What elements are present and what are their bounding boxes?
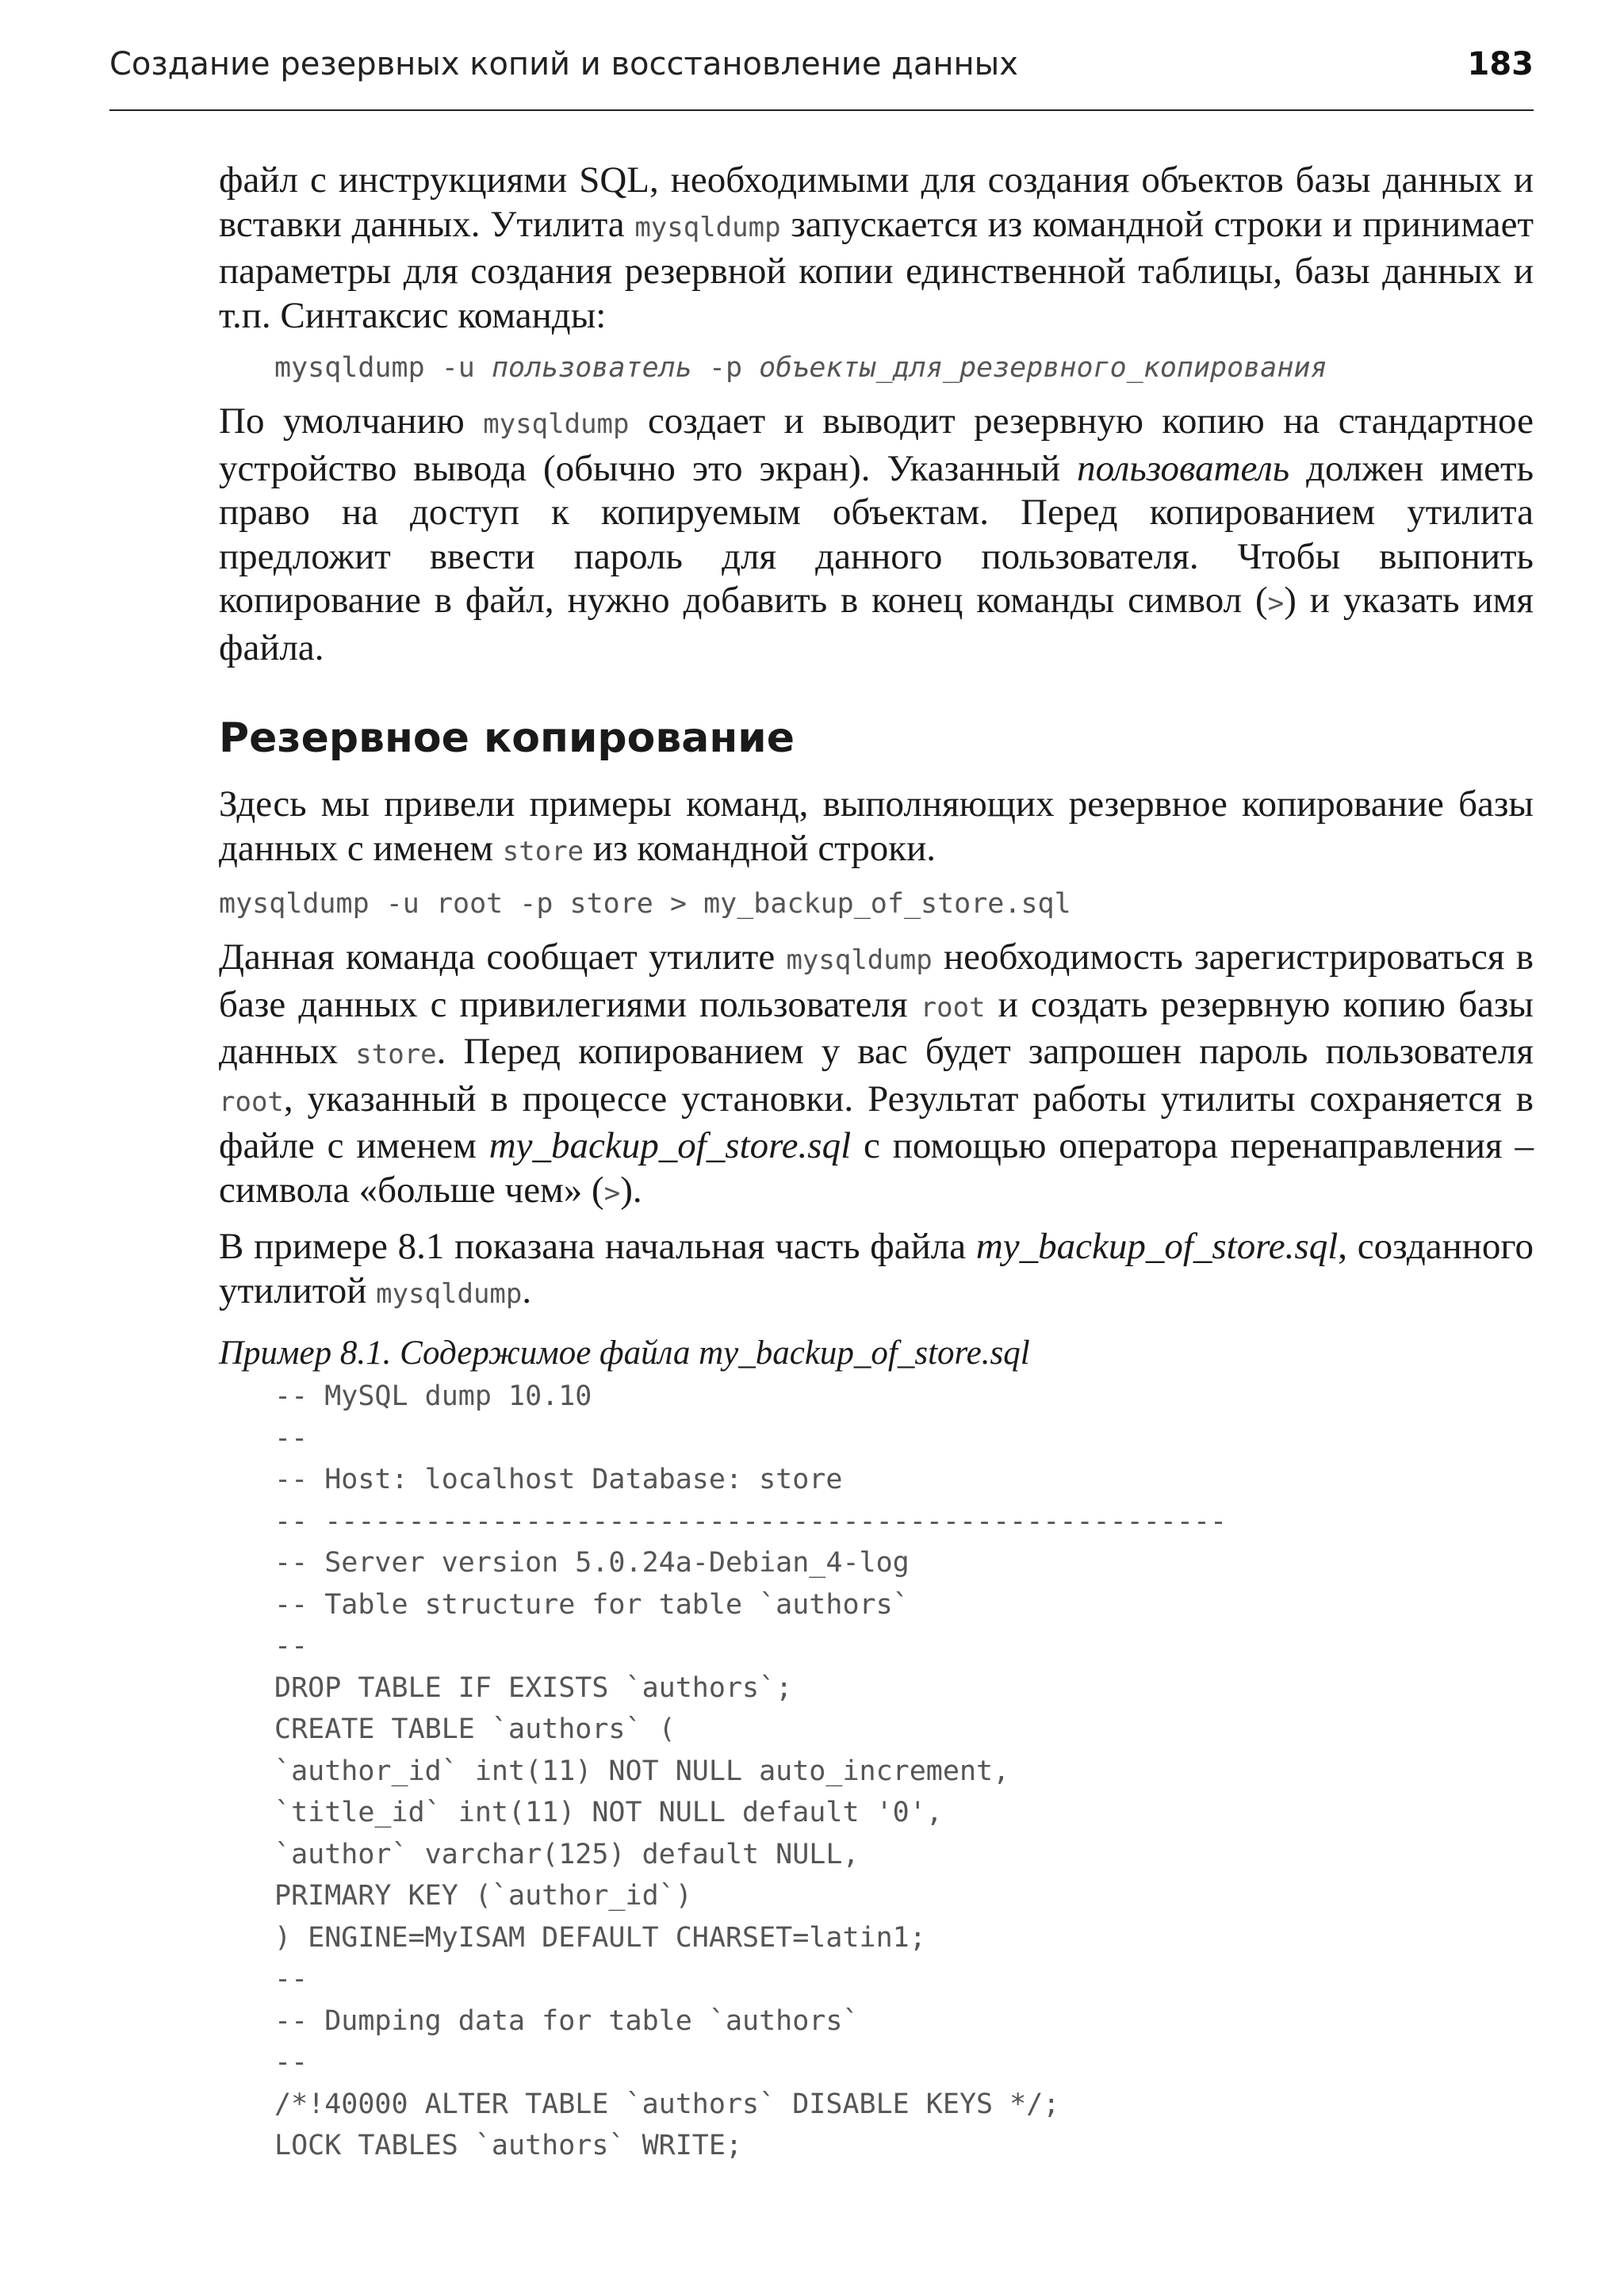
text: запускается из командной строки и принимает параметры для создания резервной копии единственной таблицы, базы данных и т.п. Синтаксис команды: [219,203,1534,336]
text: Данная команда сообщает утилите [219,936,787,978]
paragraph-default [219,400,1534,670]
page-body [219,159,1534,2167]
text: . [522,1269,532,1311]
code-line: -- Host: localhost Database: store [274,1464,843,1495]
inline-code: mysqldump [634,211,781,243]
code-variable: пользователь [491,352,692,384]
paragraph-example-ref [219,1225,1534,1316]
code-line: -- Server version 5.0.24a-Debian_4-log [274,1547,910,1579]
text: из командной строки. [584,827,936,869]
paragraph-explanation [219,936,1534,1215]
inline-code: mysqldump [483,408,630,440]
code-line: PRIMARY KEY (`author_id`) [274,1880,692,1912]
running-header [109,46,1534,111]
code-line: -- Table structure for table `authors` [274,1588,910,1621]
text: , созданного утилитой [219,1226,1534,1311]
text: ). [620,1169,642,1211]
code-variable: объекты_для_резервного_копирования [759,352,1327,384]
inline-code: store [502,835,584,867]
inline-code: mysqldump [786,944,933,976]
code-line: -- ------------------------------------------------------ [274,1505,1228,1537]
code-line: -- Dumping data for table `authors` [274,2004,860,2037]
code-line: CREATE TABLE `authors` ( [274,1713,676,1745]
code-line: -- [274,1630,308,1662]
code-line: -- [274,1963,308,1995]
command-line: mysqldump -u root -p store > my_backup_of_store.sql [219,888,1071,920]
code-line: -- [274,2046,308,2078]
italic-text: my_backup_of_store.sql [488,1125,852,1166]
code-line: -- MySQL dump 10.10 [274,1380,592,1412]
inline-code: > [603,1177,621,1209]
code-listing [274,1376,1534,2167]
code-line: LOCK TABLES `authors` WRITE; [274,2130,743,2161]
paragraph-intro [219,159,1534,338]
paragraph-examples [219,783,1534,874]
text: По умолчанию [219,400,484,442]
text: создает и выводит резервную копию на стандартное устройство вывода (обычно это экран). Указанный [219,400,1534,489]
italic-text: пользователь [1077,447,1290,489]
italic-text: my_backup_of_store.sql [975,1226,1339,1267]
text: необходимость зарегистрироваться в базе данных с привилегиями пользователя [219,936,1534,1025]
syntax-line [274,347,1534,389]
page-number: 183 [1467,46,1534,82]
text: Здесь мы привели примеры команд, выполняющих резервное копирование базы данных с именем [219,783,1534,869]
text: и создать резервную копию базы данных [219,983,1534,1072]
inline-code: store [355,1039,437,1070]
chapter-title: Создание резервных копий и восстановление данных [109,46,1018,82]
text: с помощью оператора перенаправления – символа «больше чем» ( [219,1125,1534,1211]
code-line: DROP TABLE IF EXISTS `authors`; [274,1671,793,1704]
text: файл с инструкциями SQL, необходимыми для создания объектов базы данных и вставки данных. Утилита [219,159,1534,245]
code-line: `title_id` int(11) NOT NULL default '0', [274,1797,943,1828]
text: В примере 8.1 показана начальная часть файла [219,1226,976,1267]
code-line: ) ENGINE=MyISAM DEFAULT CHARSET=latin1; [274,1921,926,1954]
inline-code: > [1267,588,1285,619]
code-line: `author` varchar(125) default NULL, [274,1838,860,1870]
code-text: mysqldump -u [274,352,492,384]
text: должен иметь право на доступ к копируемым объектам. Перед копированием утилита предложит ввести пароль для данного пользователя. Чтобы выпонить копирование в файл, нужно добавить в конец команды символ ( [219,447,1534,621]
inline-code: root [219,1085,284,1118]
code-line: `author_id` int(11) NOT NULL auto_increment, [274,1755,1010,1787]
code-line: /*!40000 ALTER TABLE `authors` DISABLE KEYS */; [274,2088,1060,2120]
code-text: -p [691,352,760,384]
listing-caption: Пример 8.1. Содержимое файла my_backup_of_store.sql [219,1334,1030,1372]
inline-code: mysqldump [376,1277,523,1310]
text: , указанный в процессе установки. Результат работы утилиты сохраняется в файле с именем [219,1078,1534,1166]
text: ) и указать имя файла. [219,580,1534,668]
text: . Перед копированием у вас будет запрошен пароль пользователя [436,1031,1534,1072]
inline-code: root [920,991,986,1024]
code-line: -- [274,1422,308,1454]
section-heading: Резервное копирование [219,714,795,762]
